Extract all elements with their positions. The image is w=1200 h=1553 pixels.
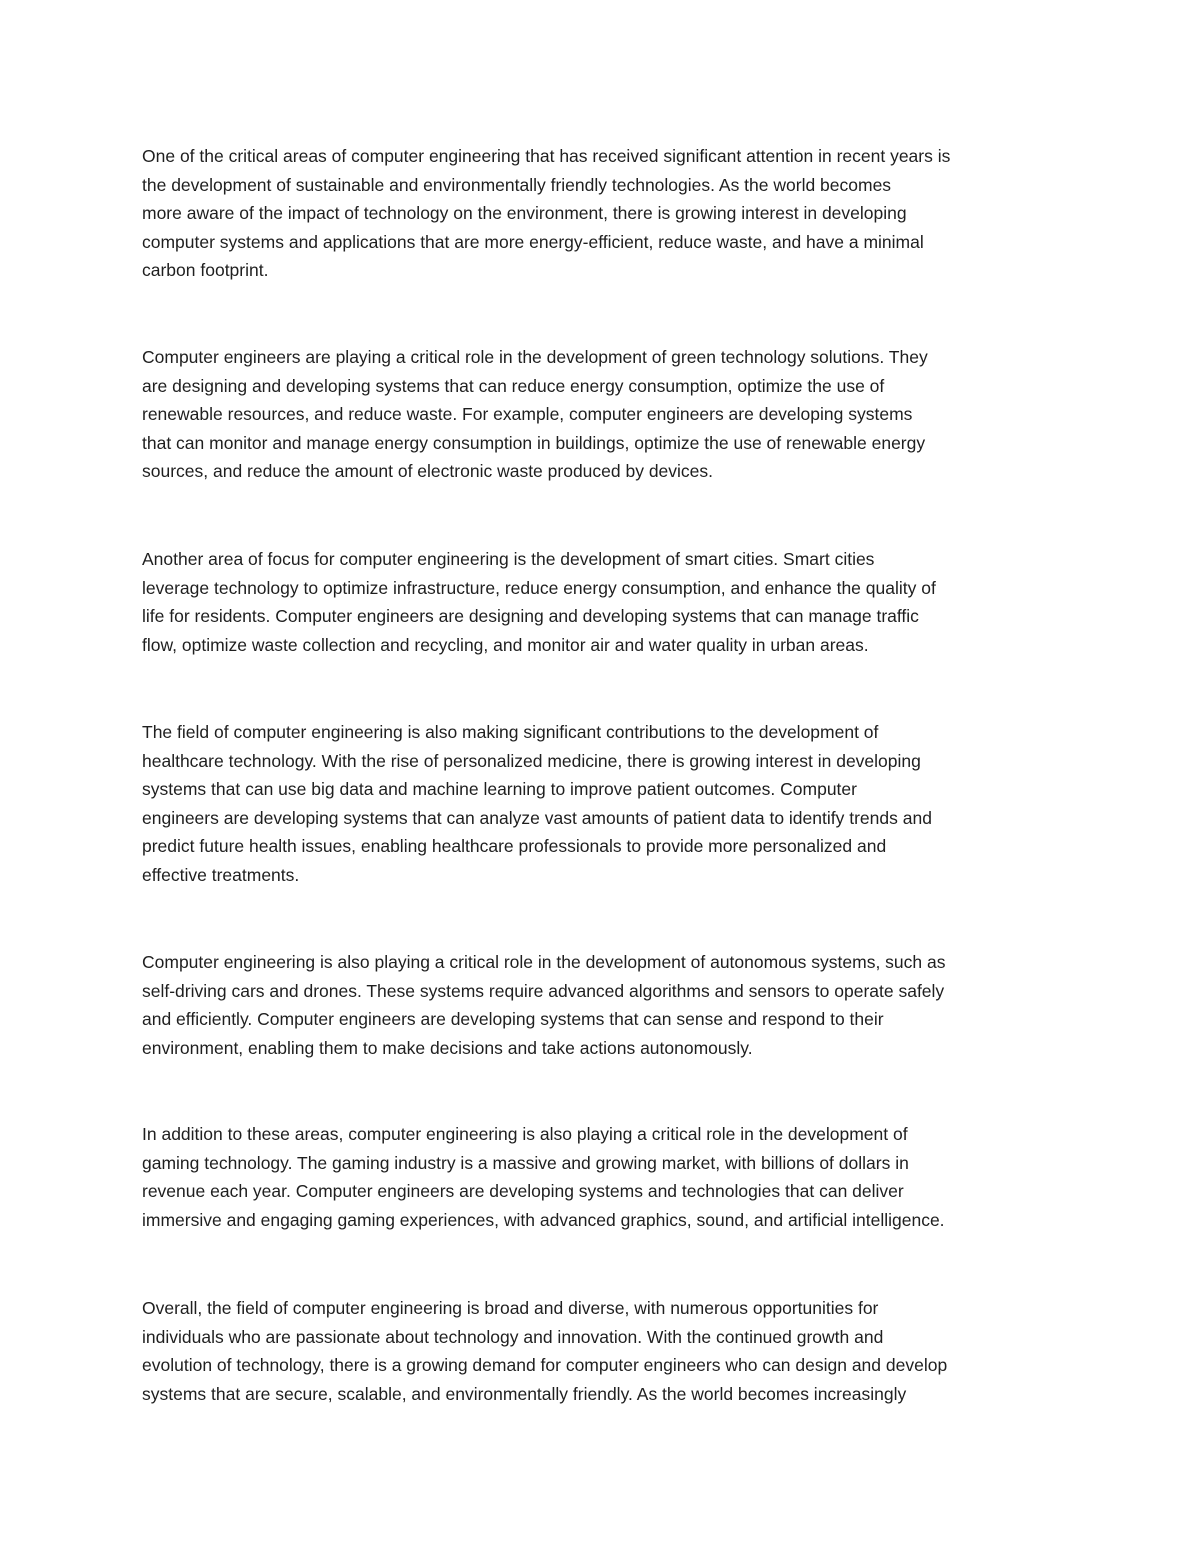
paragraph-smart-cities: Another area of focus for computer engineering is the development of smart cities. Smart cities leverage technology to optimize infrastructure, reduce energy consumption, and enhance the quality of life for residents. Computer engineers are designing and developing systems that can manage traffic flow, optimize waste collection and recycling, and monitor air and water quality in urban areas. (142, 549, 936, 655)
paragraph-healthcare-technology: The field of computer engineering is also making significant contributions to the development of healthcare technology. With the rise of personalized medicine, there is growing interest in developing systems that can use big data and machine learning to improve patient outcomes. Computer engineers are developing systems that can analyze vast amounts of patient data to identify trends and predict future health issues, enabling healthcare professionals to provide more personalized and effective treatments. (142, 722, 932, 885)
paragraph-green-technology: Computer engineers are playing a critical role in the development of green technology solutions. They are designing and developing systems that can reduce energy consumption, optimize the use of renewable resources, and reduce waste. For example, computer engineers are developing systems that can monitor and manage energy consumption in buildings, optimize the use of renewable energy sources, and reduce the amount of electronic waste produced by devices. (142, 347, 928, 481)
paragraph-overall: Overall, the field of computer engineering is broad and diverse, with numerous opportunities for individuals who are passionate about technology and innovation. With the continued growth and evolution of technology, there is a growing demand for computer engineers who can design and develop systems that are secure, scalable, and environmentally friendly. As the world becomes increasingly (142, 1298, 948, 1404)
paragraph-gaming-technology: In addition to these areas, computer engineering is also playing a critical role in the development of gaming technology. The gaming industry is a massive and growing market, with billions of dollars in revenue each year. Computer engineers are developing systems and technologies that can deliver immersive and engaging gaming experiences, with advanced graphics, sound, and artificial intelligence. (142, 1124, 945, 1230)
paragraph-sustainable-technology: One of the critical areas of computer engineering that has received significant attention in recent years is the development of sustainable and environmentally friendly technologies. As the world becomes more aware of the impact of technology on the environment, there is growing interest in developing computer systems and applications that are more energy-efficient, reduce waste, and have a minimal carbon footprint. (142, 146, 951, 280)
paragraph-autonomous-systems: Computer engineering is also playing a critical role in the development of autonomous systems, such as self-driving cars and drones. These systems require advanced algorithms and sensors to operate safely and efficiently. Computer engineers are developing systems that can sense and respond to their environment, enabling them to make decisions and take actions autonomously. (142, 952, 946, 1058)
